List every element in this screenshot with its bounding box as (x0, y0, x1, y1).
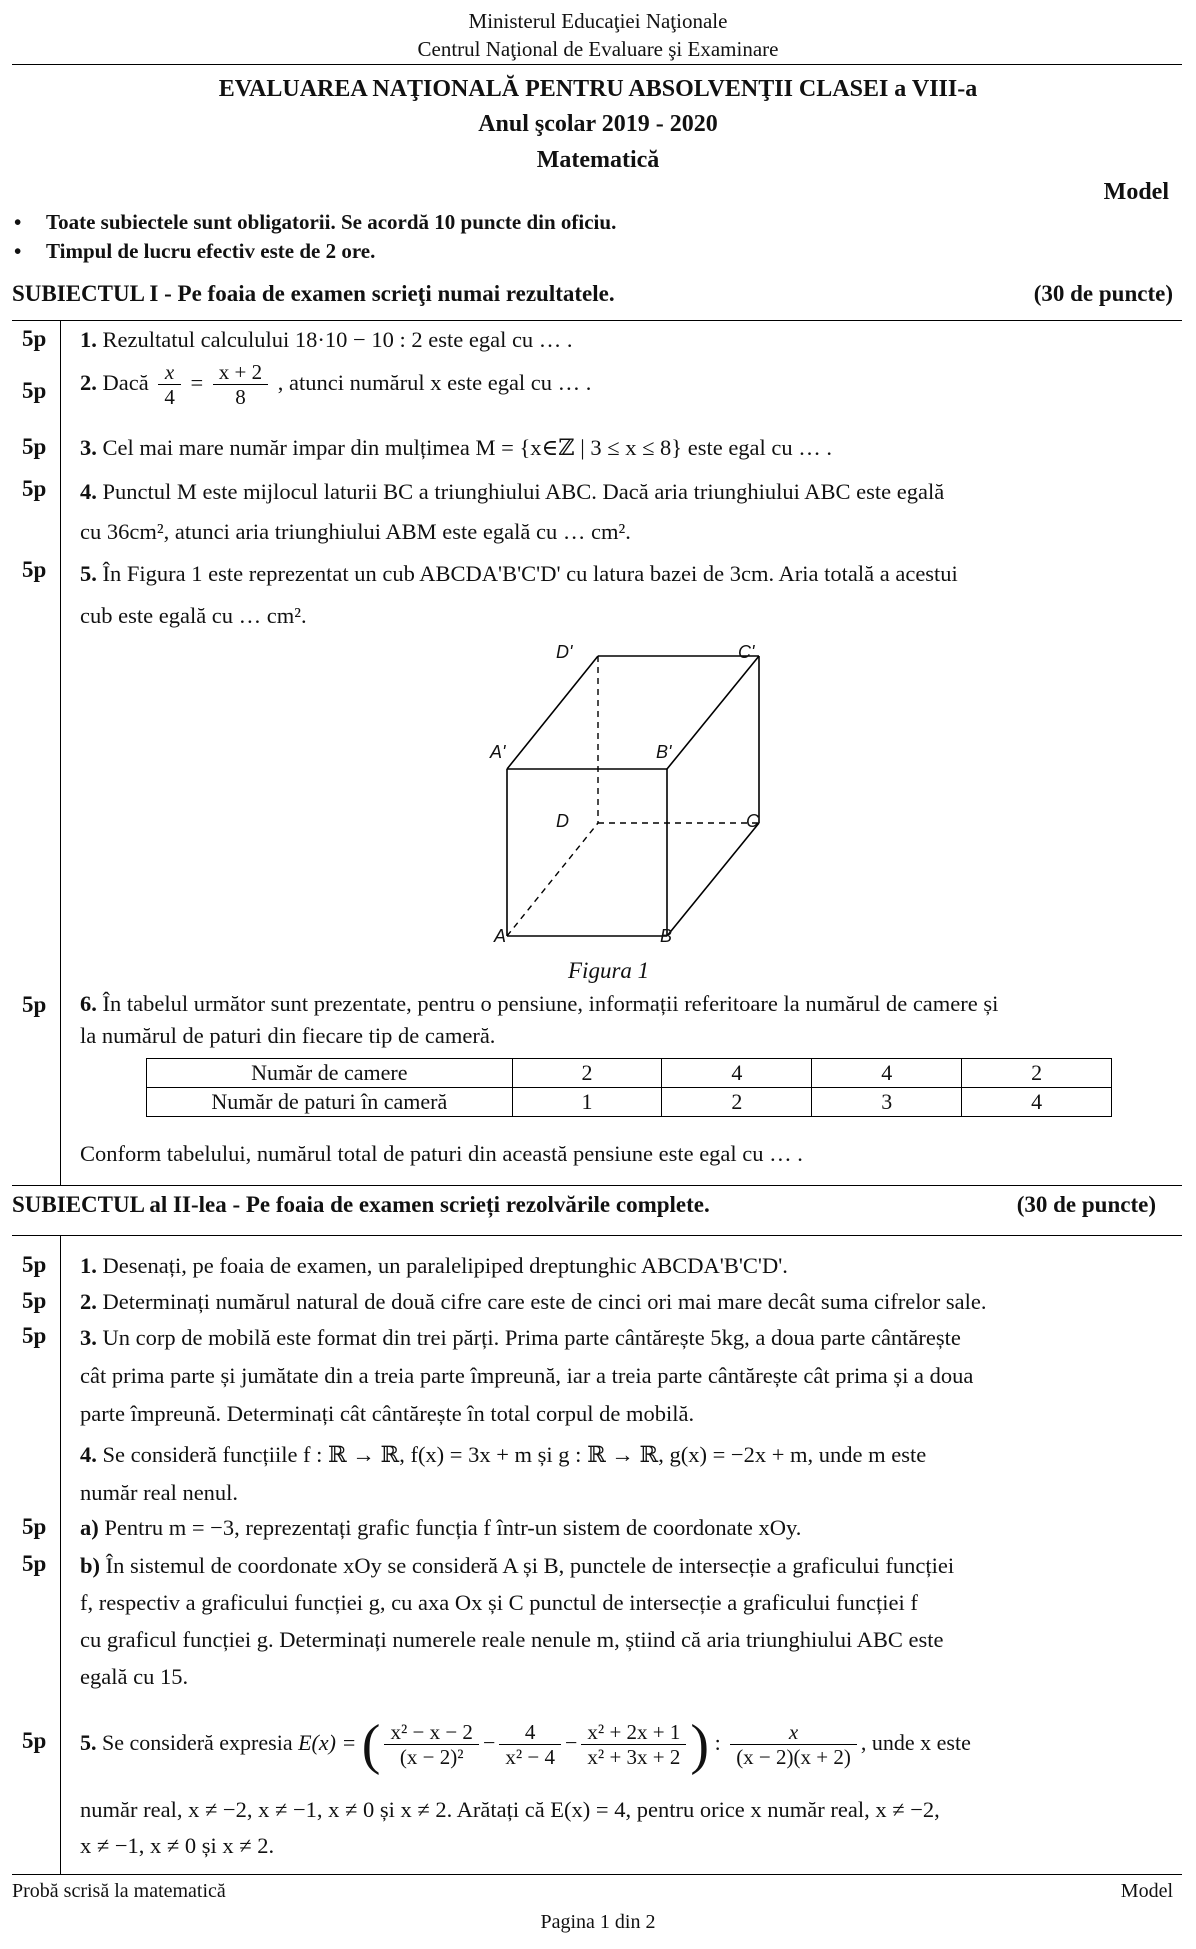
question-number: 3. (80, 435, 97, 460)
question-text-cont: număr real nenul. (80, 1480, 239, 1505)
section1-margin-line (60, 320, 61, 1185)
edge-BC (667, 823, 759, 936)
numerator: x² − x − 2 (384, 1720, 478, 1745)
figure-caption: Figura 1 (568, 958, 650, 983)
question-text-cont: cub este egală cu … cm². (80, 603, 307, 628)
page-number: Pagina 1 din 2 (540, 1911, 656, 1933)
question-2-4a (80, 1510, 1180, 1546)
exam-subject: Matematică (536, 147, 660, 173)
section2-top-divider (12, 1185, 1182, 1186)
fraction-left (158, 360, 181, 409)
question-number: 4. (80, 479, 97, 504)
points-label: 5p (22, 326, 47, 351)
question-1-5 (80, 553, 1180, 637)
question-number: 5. (80, 1730, 97, 1755)
question-text-cont: parte împreună. Determinați cât cântărește în total corpul de mobilă. (80, 1401, 695, 1426)
question-2-1 (80, 1248, 1180, 1284)
table-cell: 2 (662, 1088, 812, 1117)
fraction-right (213, 360, 268, 409)
points-label: 5p (22, 1728, 47, 1753)
question-2-5-cont (80, 1792, 1180, 1864)
question-number: 1. (80, 1253, 97, 1278)
question-number: a) (80, 1515, 99, 1540)
vertex-label-B: B (660, 926, 673, 946)
question-1-3 (80, 430, 1180, 466)
instructions-list (12, 208, 616, 266)
section1-points: (30 de puncte) (1033, 281, 1173, 306)
question-text-cont: x ≠ −1, x ≠ 0 și x ≠ 2. (80, 1833, 275, 1858)
question-text: Determinați numărul natural de două cifre care este de cinci ori mai mare decât suma cifrelor sale. (102, 1289, 987, 1314)
question-2-3 (80, 1319, 1180, 1433)
question-1-1 (80, 322, 1180, 358)
edge-B1C1 (667, 656, 759, 769)
question-text: Un corp de mobilă este format din trei părți. Prima parte cântărește 5kg, a doua parte cântărește (102, 1325, 961, 1350)
question-text-cont: la numărul de paturi din fiecare tip de cameră. (80, 1023, 496, 1048)
question-number: b) (80, 1553, 101, 1578)
denominator: x² − 4 (505, 1745, 555, 1770)
question-text-cont: cu graficul funcției g. Determinați numerele reale nenule m, știind că aria triunghiului ABC este (80, 1627, 944, 1652)
question-number: 3. (80, 1325, 97, 1350)
question-text: Punctul M este mijlocul laturii BC a triunghiului ABC. Dacă aria triunghiului ABC este egală (102, 479, 945, 504)
question-2-2 (80, 1284, 1180, 1320)
question-text-pre: Dacă (102, 370, 149, 395)
question-2-4 (80, 1436, 1180, 1512)
question-number: 2. (80, 1289, 97, 1314)
instruction-item: • Timpul de lucru efectiv este de 2 ore. (12, 237, 616, 266)
vertex-label-A: A (494, 926, 507, 946)
fraction-term-2 (499, 1720, 561, 1769)
section2-points: (30 de puncte) (1016, 1192, 1156, 1217)
points-label: 5p (22, 476, 47, 501)
question-text: Se consideră funcțiile f : ℝ → ℝ, f(x) = 3x + m și g : ℝ → ℝ, g(x) = −2x + m, unde m este (102, 1442, 927, 1467)
section2-margin-line (60, 1235, 61, 1875)
denominator: 4 (164, 385, 175, 410)
points-label: 5p (22, 378, 47, 403)
denominator: 8 (235, 385, 246, 410)
cube-figure (470, 636, 770, 956)
instruction-item: • Toate subiectele sunt obligatorii. Se acordă 10 puncte din oficiu. (12, 208, 616, 237)
points-label: 5p (22, 434, 47, 459)
points-label: 5p (22, 1288, 47, 1313)
question-text: În Figura 1 este reprezentat un cub ABCDA'B'C'D' cu latura bazei de 3cm. Aria totală a acestui (102, 561, 958, 586)
question-1-2 (80, 358, 1180, 409)
footer-right: Model (1120, 1880, 1173, 1902)
footer-left: Probă scrisă la matematică (12, 1880, 226, 1902)
model-label: Model (1103, 179, 1169, 205)
question-text-cont: f, respectiv a graficului funcției g, cu axa Ox și C punctul de intersecție a graficului funcției f (80, 1590, 918, 1615)
question-text: Rezultatul calculului 18·10 − 10 : 2 este egal cu … . (102, 327, 573, 352)
ministry-name: Ministerul Educaţiei Naţionale (468, 9, 728, 33)
question-number: 4. (80, 1442, 97, 1467)
denominator: (x − 2)(x + 2) (736, 1745, 851, 1770)
points-label: 5p (22, 557, 47, 582)
numerator: x (730, 1720, 857, 1745)
expression-lhs: E(x) = (298, 1730, 357, 1755)
question-2-4b (80, 1547, 1180, 1695)
table-cell: 4 (812, 1059, 962, 1088)
section2-title: SUBIECTUL al II-lea - Pe foaia de examen scrieți rezolvările complete. (12, 1192, 710, 1217)
vertex-label-A1: A' (490, 742, 506, 762)
vertex-label-C1: C' (738, 642, 755, 662)
school-year: Anul şcolar 2019 - 2020 (478, 111, 718, 137)
table-cell: 3 (812, 1088, 962, 1117)
pension-table (146, 1058, 1112, 1117)
question-2-5: 5. Se consideră expresia E(x) = ( $\frac{\text{x² − x − 2}}{\text{(x − 2)²}}$ − $\frac{4}{\text{x² − 4}}$ − $\frac{\text{x² + 2x + 1}}{\text{x² + 3x + 2}}$ ) : $\frac{x}{(x - 2)(x + 2)}$ , unde x este (80, 1713, 971, 1776)
footer-divider (12, 1874, 1182, 1875)
vertex-label-B1: B' (656, 742, 672, 762)
equals-sign: = (190, 370, 204, 395)
question-1-6-conclusion: Conform tabelului, numărul total de paturi din această pensiune este egal cu … . (80, 1141, 803, 1166)
numerator: 4 (499, 1720, 561, 1745)
vertex-label-D: D (556, 811, 569, 831)
table-row (147, 1059, 1112, 1088)
edge-A1D1 (507, 656, 598, 769)
table-cell: 4 (962, 1088, 1112, 1117)
question-text-cont: număr real, x ≠ −2, x ≠ −1, x ≠ 0 și x ≠ 2. Arătați că E(x) = 4, pentru orice x număr real, x ≠ −2, (80, 1797, 940, 1822)
center-name: Centrul Naţional de Evaluare şi Examinare (417, 37, 779, 61)
section2-divider (12, 1235, 1182, 1236)
question-text: Cel mai mare număr impar din mulțimea M = {x∈ℤ | 3 ≤ x ≤ 8} este egal cu … . (102, 435, 833, 460)
vertex-label-C: C (746, 811, 759, 831)
question-1-6 (80, 988, 1180, 1052)
paren-close: ) (690, 1713, 710, 1776)
numerator: x² + 2x + 1 (581, 1720, 686, 1745)
numerator: x (158, 360, 181, 385)
question-number: 6. (80, 991, 97, 1016)
section1-divider (12, 320, 1182, 321)
table-row (147, 1088, 1112, 1117)
points-label: 5p (22, 1252, 47, 1277)
paren-open: ( (361, 1713, 381, 1776)
edge-AD-hidden (507, 823, 598, 936)
question-text: În tabelul următor sunt prezentate, pentru o pensiune, informații referitoare la numărul de camere și (102, 991, 999, 1016)
question-text: Desenați, pe foaia de examen, un paralelipiped dreptunghic ABCDA'B'C'D'. (102, 1253, 788, 1278)
numerator: x + 2 (213, 360, 268, 385)
points-label: 5p (22, 1323, 47, 1348)
fraction-term-1 (384, 1720, 478, 1769)
question-text: Pentru m = −3, reprezentați grafic funcția f într-un sistem de coordonate xOy. (104, 1515, 802, 1540)
question-number: 2. (80, 370, 97, 395)
fraction-term-3 (581, 1720, 686, 1769)
points-label: 5p (22, 1514, 47, 1539)
vertex-label-D1: D' (556, 642, 573, 662)
section1-title: SUBIECTUL I - Pe foaia de examen scrieţi numai rezultatele. (12, 281, 615, 306)
question-1-4 (80, 472, 1180, 552)
fraction-term-4 (730, 1720, 857, 1769)
question-number: 1. (80, 327, 97, 352)
header-divider (12, 64, 1182, 65)
question-text-cont: egală cu 15. (80, 1664, 189, 1689)
question-text-cont: cât prima parte și jumătate din a treia parte împreună, iar a treia parte cântărește cât prima și a doua (80, 1363, 974, 1388)
points-label: 5p (22, 992, 47, 1017)
table-cell: 2 (962, 1059, 1112, 1088)
exam-title: EVALUAREA NAŢIONALĂ PENTRU ABSOLVENŢII CLASEI a VIII-a (218, 76, 978, 102)
question-text-cont: cu 36cm², atunci aria triunghiului ABM este egală cu … cm². (80, 519, 631, 544)
table-row-label: Număr de camere (147, 1059, 513, 1088)
table-cell: 1 (512, 1088, 662, 1117)
table-cell: 4 (662, 1059, 812, 1088)
denominator: x² + 3x + 2 (587, 1745, 681, 1770)
question-text-post: , unde x este (860, 1730, 971, 1755)
table-cell: 2 (512, 1059, 662, 1088)
table-row-label: Număr de paturi în cameră (147, 1088, 513, 1117)
question-number: 5. (80, 561, 97, 586)
question-text-pre: Se consideră expresia (102, 1730, 293, 1755)
denominator: (x − 2)² (399, 1745, 464, 1770)
points-label: 5p (22, 1551, 47, 1576)
question-text-post: , atunci numărul x este egal cu … . (277, 370, 592, 395)
question-text: În sistemul de coordonate xOy se consideră A și B, punctele de intersecție a graficului funcției (105, 1553, 955, 1578)
